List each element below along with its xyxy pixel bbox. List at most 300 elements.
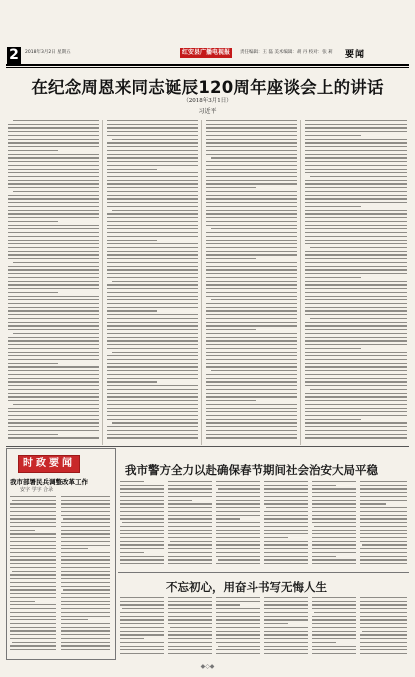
text-line <box>107 292 198 293</box>
text-line <box>8 135 99 136</box>
text-line <box>305 437 407 438</box>
text-line <box>216 515 260 516</box>
text-line <box>206 176 297 177</box>
text-line <box>362 631 407 632</box>
text-line <box>211 228 297 229</box>
text-line <box>107 142 198 143</box>
text-line <box>360 623 407 624</box>
text-line <box>312 515 356 516</box>
feature-article-column <box>360 597 407 659</box>
text-line <box>107 232 198 233</box>
text-line <box>8 419 99 420</box>
text-line <box>206 337 297 338</box>
text-line <box>10 608 56 609</box>
text-line <box>61 515 110 516</box>
text-line <box>360 563 407 564</box>
text-line <box>61 500 110 501</box>
text-line <box>168 642 212 643</box>
text-line <box>107 228 198 229</box>
text-line <box>266 507 308 508</box>
text-line <box>360 496 407 497</box>
text-line <box>264 649 308 650</box>
text-line <box>107 183 198 184</box>
text-line <box>120 503 164 504</box>
text-line <box>61 571 110 572</box>
text-line <box>12 500 56 501</box>
text-line <box>8 437 99 438</box>
text-line <box>206 187 256 188</box>
text-line <box>8 393 99 394</box>
text-line <box>264 556 308 557</box>
text-line <box>312 559 356 560</box>
feature-article-column <box>120 597 164 659</box>
text-line <box>107 172 198 173</box>
text-line <box>206 385 297 386</box>
text-line <box>206 419 297 420</box>
text-line <box>305 385 407 386</box>
text-line <box>120 597 164 598</box>
text-line <box>168 526 212 527</box>
text-line <box>8 150 58 151</box>
text-line <box>206 322 297 323</box>
text-line <box>216 627 260 628</box>
text-line <box>8 325 99 326</box>
text-line <box>61 616 110 617</box>
text-line <box>120 616 164 617</box>
text-line <box>8 266 99 267</box>
text-line <box>312 552 356 553</box>
text-line <box>206 273 297 274</box>
text-line <box>168 515 212 516</box>
text-line <box>107 296 198 297</box>
text-line <box>206 150 297 151</box>
text-line <box>107 251 198 252</box>
text-line <box>305 217 407 218</box>
text-line <box>170 541 212 542</box>
text-line <box>168 548 212 549</box>
text-line <box>206 318 297 319</box>
text-line <box>61 578 110 579</box>
text-line <box>218 488 260 489</box>
text-line <box>305 191 407 192</box>
text-line <box>206 262 297 263</box>
text-line <box>305 120 407 121</box>
text-line <box>61 601 110 602</box>
text-line <box>8 299 99 300</box>
text-line <box>216 563 260 564</box>
text-line <box>168 634 212 635</box>
text-line <box>107 325 198 326</box>
text-line <box>312 616 356 617</box>
text-line <box>264 515 308 516</box>
text-line <box>206 430 297 431</box>
text-line <box>8 180 99 181</box>
text-line <box>168 597 212 598</box>
text-line <box>107 161 198 162</box>
text-line <box>8 254 99 255</box>
text-line <box>216 530 260 531</box>
text-line <box>264 492 308 493</box>
text-line <box>168 604 212 605</box>
text-line <box>8 426 99 427</box>
text-line <box>206 266 297 267</box>
text-line <box>312 481 356 482</box>
text-line <box>120 530 164 531</box>
text-line <box>112 139 198 140</box>
text-line <box>360 507 407 508</box>
text-line <box>360 638 407 639</box>
text-line <box>120 507 164 508</box>
text-line <box>8 206 99 207</box>
text-line <box>112 281 198 282</box>
police-article-column <box>312 481 356 569</box>
article-divider <box>118 572 409 573</box>
text-line <box>107 217 198 218</box>
text-line <box>8 430 99 431</box>
text-line <box>305 299 407 300</box>
text-line <box>120 631 164 632</box>
text-line <box>61 545 110 546</box>
text-line <box>305 254 407 255</box>
text-line <box>107 258 198 259</box>
text-line <box>360 518 407 519</box>
text-line <box>122 608 164 609</box>
text-line <box>264 485 308 486</box>
text-line <box>216 492 260 493</box>
text-line <box>216 623 260 624</box>
text-line <box>312 627 356 628</box>
text-line <box>8 344 99 345</box>
text-line <box>216 601 260 602</box>
text-line <box>63 589 110 590</box>
text-line <box>107 385 198 386</box>
text-line <box>216 496 260 497</box>
text-line <box>206 206 297 207</box>
text-line <box>120 548 164 549</box>
text-line <box>264 481 308 482</box>
text-line <box>360 556 407 557</box>
text-line <box>360 537 407 538</box>
text-line <box>107 157 198 158</box>
text-line <box>216 518 240 519</box>
text-line <box>305 333 407 334</box>
text-line <box>305 240 407 241</box>
column-divider <box>201 120 202 445</box>
text-line <box>107 131 198 132</box>
text-line <box>312 541 356 542</box>
text-line <box>61 645 110 646</box>
text-line <box>8 385 99 386</box>
text-line <box>107 240 157 241</box>
text-line <box>360 601 407 602</box>
text-line <box>8 247 99 248</box>
text-line <box>216 541 260 542</box>
text-line <box>264 653 308 654</box>
text-line <box>120 642 164 643</box>
text-line <box>107 299 198 300</box>
text-line <box>206 325 297 326</box>
text-line <box>107 370 198 371</box>
text-line <box>206 344 297 345</box>
text-line <box>216 485 260 486</box>
text-line <box>168 638 212 639</box>
text-line <box>8 202 99 203</box>
text-line <box>206 221 297 222</box>
feature-article-column <box>312 597 356 659</box>
text-line <box>305 363 407 364</box>
text-line <box>206 348 297 349</box>
text-line <box>8 378 99 379</box>
text-line <box>206 310 297 311</box>
text-line <box>10 541 56 542</box>
text-line <box>8 195 99 196</box>
text-line <box>264 563 308 564</box>
text-line <box>107 333 198 334</box>
text-line <box>107 266 198 267</box>
text-line <box>305 281 407 282</box>
text-line <box>8 307 99 308</box>
text-line <box>120 552 144 553</box>
text-line <box>264 544 308 545</box>
text-line <box>305 329 407 330</box>
text-line <box>10 604 56 605</box>
text-line <box>312 492 356 493</box>
text-line <box>206 314 297 315</box>
text-line <box>107 359 198 360</box>
text-line <box>168 608 212 609</box>
text-line <box>107 169 157 170</box>
text-line <box>218 646 260 647</box>
text-line <box>216 608 260 609</box>
text-line <box>107 419 198 420</box>
text-line <box>107 198 198 199</box>
text-line <box>168 481 212 482</box>
text-line <box>305 150 407 151</box>
text-line <box>305 422 407 423</box>
text-line <box>305 154 407 155</box>
footer-ornament: ◆◇◆ <box>200 663 215 670</box>
text-line <box>61 638 110 639</box>
text-line <box>8 381 99 382</box>
text-line <box>107 187 198 188</box>
text-line <box>305 426 407 427</box>
text-line <box>10 511 56 512</box>
text-line <box>360 597 407 598</box>
text-line <box>264 623 288 624</box>
text-line <box>107 221 198 222</box>
text-line <box>312 544 356 545</box>
text-line <box>168 503 212 504</box>
article-title: 在纪念周恩来同志诞辰120周年座谈会上的讲话 <box>31 78 384 97</box>
section-label: 要闻 <box>345 50 366 60</box>
text-line <box>168 601 212 602</box>
text-line <box>168 616 212 617</box>
text-line <box>312 563 356 564</box>
text-line <box>206 277 297 278</box>
text-line <box>264 616 308 617</box>
editor-credits: 责任编辑：王 磊 美术编辑：胡 丹 校对：张 莉 <box>240 50 333 55</box>
text-line <box>206 422 297 423</box>
text-line <box>305 393 407 394</box>
text-line <box>61 619 88 620</box>
text-line <box>10 552 56 553</box>
text-line <box>305 161 407 162</box>
text-line <box>264 526 308 527</box>
text-line <box>107 314 198 315</box>
text-line <box>206 254 297 255</box>
text-line <box>206 210 297 211</box>
text-line <box>206 217 297 218</box>
text-line <box>216 507 260 508</box>
text-line <box>13 333 99 334</box>
text-line <box>107 310 157 311</box>
text-line <box>305 210 407 211</box>
text-line <box>10 507 56 508</box>
text-line <box>305 352 407 353</box>
text-line <box>305 430 407 431</box>
text-line <box>216 481 260 482</box>
text-line <box>206 292 297 293</box>
text-line <box>216 612 260 613</box>
text-line <box>206 165 297 166</box>
text-line <box>170 627 212 628</box>
text-line <box>10 619 56 620</box>
text-line <box>206 243 297 244</box>
text-line <box>216 597 260 598</box>
text-line <box>61 630 110 631</box>
text-line <box>305 187 407 188</box>
text-line <box>206 296 297 297</box>
police-article-column <box>168 481 212 569</box>
brief-subtitle: 安字 学字 合录 <box>20 487 54 493</box>
text-line <box>360 541 407 542</box>
text-line <box>107 378 198 379</box>
text-line <box>264 601 308 602</box>
text-line <box>107 288 198 289</box>
text-line <box>305 262 407 263</box>
text-line <box>168 631 212 632</box>
text-line <box>360 522 407 523</box>
text-line <box>107 434 198 435</box>
text-line <box>206 240 297 241</box>
text-line <box>8 273 99 274</box>
text-line <box>216 616 260 617</box>
text-line <box>305 180 407 181</box>
text-line <box>206 213 297 214</box>
text-line <box>264 530 308 531</box>
text-line <box>10 645 56 646</box>
text-line <box>312 604 356 605</box>
text-line <box>305 243 407 244</box>
text-line <box>305 124 407 125</box>
text-line <box>8 310 99 311</box>
text-line <box>264 500 308 501</box>
article-date: （2018年3月1日） <box>183 98 232 104</box>
text-line <box>107 120 198 121</box>
text-line <box>360 653 407 654</box>
text-line <box>206 161 297 162</box>
text-line <box>168 646 212 647</box>
text-line <box>206 415 297 416</box>
text-line <box>305 411 407 412</box>
text-line <box>107 355 198 356</box>
text-line <box>107 180 198 181</box>
text-line <box>10 601 35 602</box>
text-line <box>206 284 297 285</box>
text-line <box>305 337 407 338</box>
text-line <box>264 503 308 504</box>
police-article-column <box>120 481 164 569</box>
section-rule <box>6 446 409 447</box>
text-line <box>264 619 308 620</box>
text-line <box>8 165 99 166</box>
text-line <box>8 131 99 132</box>
text-line <box>312 556 336 557</box>
text-line <box>360 533 407 534</box>
text-line <box>10 630 56 631</box>
text-line <box>8 337 99 338</box>
text-line <box>61 552 110 553</box>
text-line <box>264 612 308 613</box>
text-line <box>61 593 110 594</box>
text-line <box>206 288 297 289</box>
text-line <box>107 124 198 125</box>
text-line <box>206 393 297 394</box>
text-line <box>8 251 99 252</box>
text-line <box>206 120 297 121</box>
text-line <box>107 277 198 278</box>
text-line <box>8 127 99 128</box>
article-column-4 <box>305 120 407 445</box>
text-line <box>61 548 88 549</box>
text-line <box>8 340 99 341</box>
text-line <box>107 254 198 255</box>
text-line <box>206 281 297 282</box>
text-line <box>112 422 198 423</box>
text-line <box>107 374 198 375</box>
brief-headline: 我市部署民兵调整改革工作 <box>10 478 88 486</box>
text-line <box>206 340 297 341</box>
brief-column-1 <box>10 496 56 656</box>
text-line <box>168 496 212 497</box>
text-line <box>305 195 407 196</box>
text-line <box>112 352 198 353</box>
text-line <box>120 500 164 501</box>
text-line <box>10 616 56 617</box>
text-line <box>8 236 99 237</box>
text-line <box>305 165 407 166</box>
text-line <box>312 601 356 602</box>
text-line <box>216 526 260 527</box>
text-line <box>312 530 356 531</box>
article-author: 习近平 <box>198 108 217 115</box>
text-line <box>305 355 407 356</box>
text-line <box>61 623 110 624</box>
text-line <box>120 492 164 493</box>
text-line <box>61 567 110 568</box>
text-line <box>10 623 56 624</box>
text-line <box>107 393 198 394</box>
text-line <box>107 363 198 364</box>
text-line <box>8 389 99 390</box>
text-line <box>206 247 297 248</box>
text-line <box>216 548 260 549</box>
text-line <box>61 541 110 542</box>
text-line <box>264 559 308 560</box>
text-line <box>305 325 407 326</box>
text-line <box>206 172 297 173</box>
text-line <box>61 496 110 497</box>
